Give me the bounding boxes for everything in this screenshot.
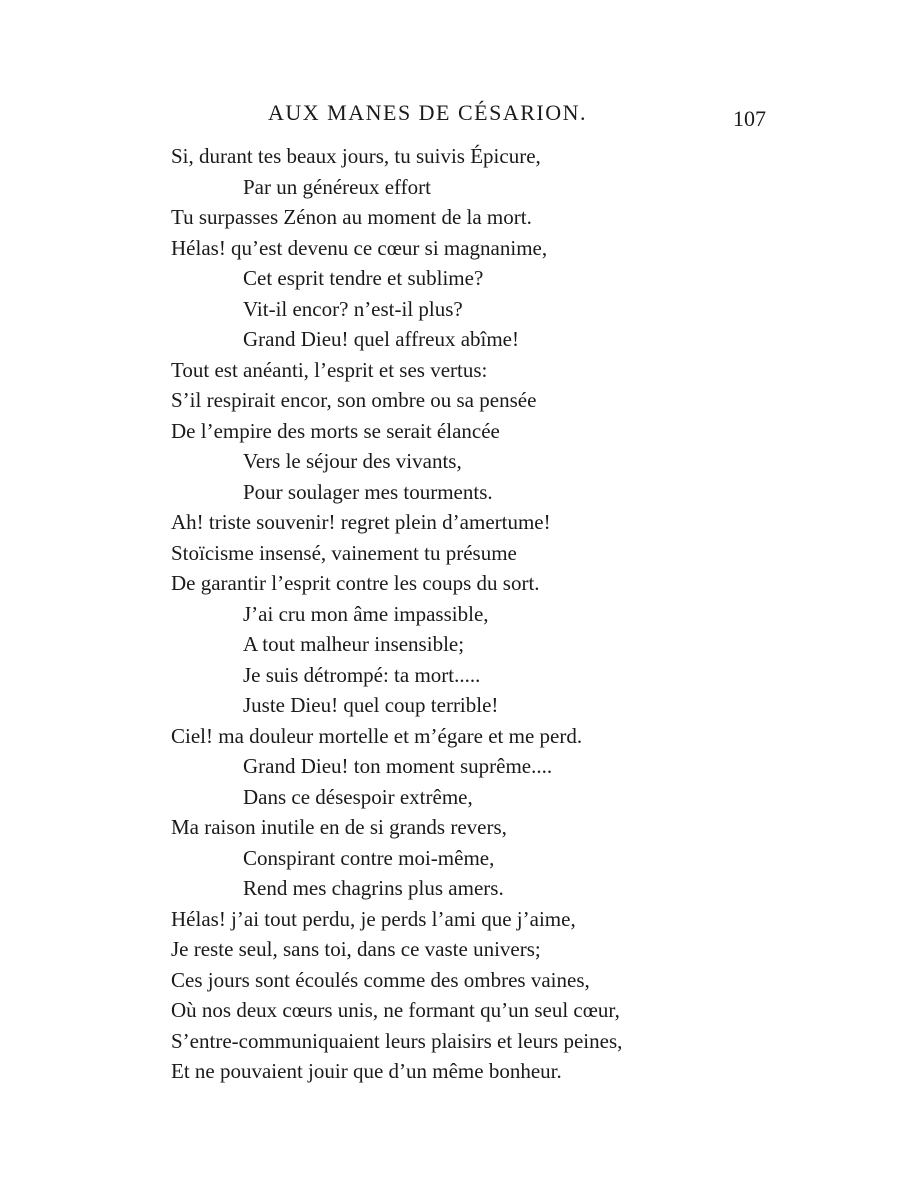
verse-line: Grand Dieu! ton moment suprême....: [243, 754, 553, 778]
verse-line: Tu surpasses Zénon au moment de la mort.: [171, 205, 532, 229]
verse-line: Rend mes chagrins plus amers.: [243, 876, 504, 900]
verse-line: Stoïcisme insensé, vainement tu présume: [171, 540, 517, 565]
verse-line: Dans ce désespoir extrême,: [243, 784, 473, 809]
verse-line: Pour soulager mes tourments.: [243, 479, 493, 504]
verse-line: Vers le séjour des vivants,: [243, 449, 462, 473]
verse-line: Ah! triste souvenir! regret plein d’amertume!: [171, 510, 551, 534]
verse-line: Où nos deux cœurs unis, ne formant qu’un seul cœur,: [171, 998, 620, 1022]
verse-line: Hélas! qu’est devenu ce cœur si magnanime,: [171, 235, 548, 260]
verse-line: S’il respirait encor, son ombre ou sa pensée: [171, 388, 537, 412]
verse-line: Je reste seul, sans toi, dans ce vaste univers;: [171, 937, 541, 961]
verse-line: Ces jours sont écoulés comme des ombres vaines,: [171, 967, 590, 992]
poem: [171, 141, 791, 1087]
verse-line: A tout malheur insensible;: [243, 632, 465, 656]
running-title: AUX MANES DE CÉSARION.: [268, 100, 588, 125]
verse-line: J’ai cru mon âme impassible,: [243, 601, 489, 626]
verse-line: Tout est anéanti, l’esprit et ses vertus:: [171, 357, 488, 382]
verse-line: Et ne pouvaient jouir que d’un même bonheur.: [171, 1059, 562, 1083]
verse-line: Juste Dieu! quel coup terrible!: [243, 693, 499, 717]
verse-line: De garantir l’esprit contre les coups du sort.: [171, 571, 540, 595]
verse-line: Conspirant contre moi-même,: [243, 845, 495, 870]
verse-line: Vit-il encor? n’est-il plus?: [243, 296, 463, 321]
verse-line: Si, durant tes beaux jours, tu suivis Épicure,: [171, 144, 541, 168]
verse-line: Par un généreux effort: [243, 174, 431, 199]
verse-line: Ciel! ma douleur mortelle et m’égare et me perd.: [171, 723, 583, 748]
verse-line: S’entre-communiquaient leurs plaisirs et leurs peines,: [171, 1028, 623, 1053]
verse-line: Cet esprit tendre et sublime?: [243, 266, 484, 290]
page-number: 107: [733, 106, 766, 131]
verse-line: Ma raison inutile en de si grands revers,: [171, 815, 507, 839]
verse-line: De l’empire des morts se serait élancée: [171, 418, 500, 443]
verse-line: Hélas! j’ai tout perdu, je perds l’ami que j’aime,: [171, 906, 576, 931]
verse-line: Je suis détrompé: ta mort.....: [243, 662, 481, 687]
verse-line: Grand Dieu! quel affreux abîme!: [243, 327, 519, 351]
